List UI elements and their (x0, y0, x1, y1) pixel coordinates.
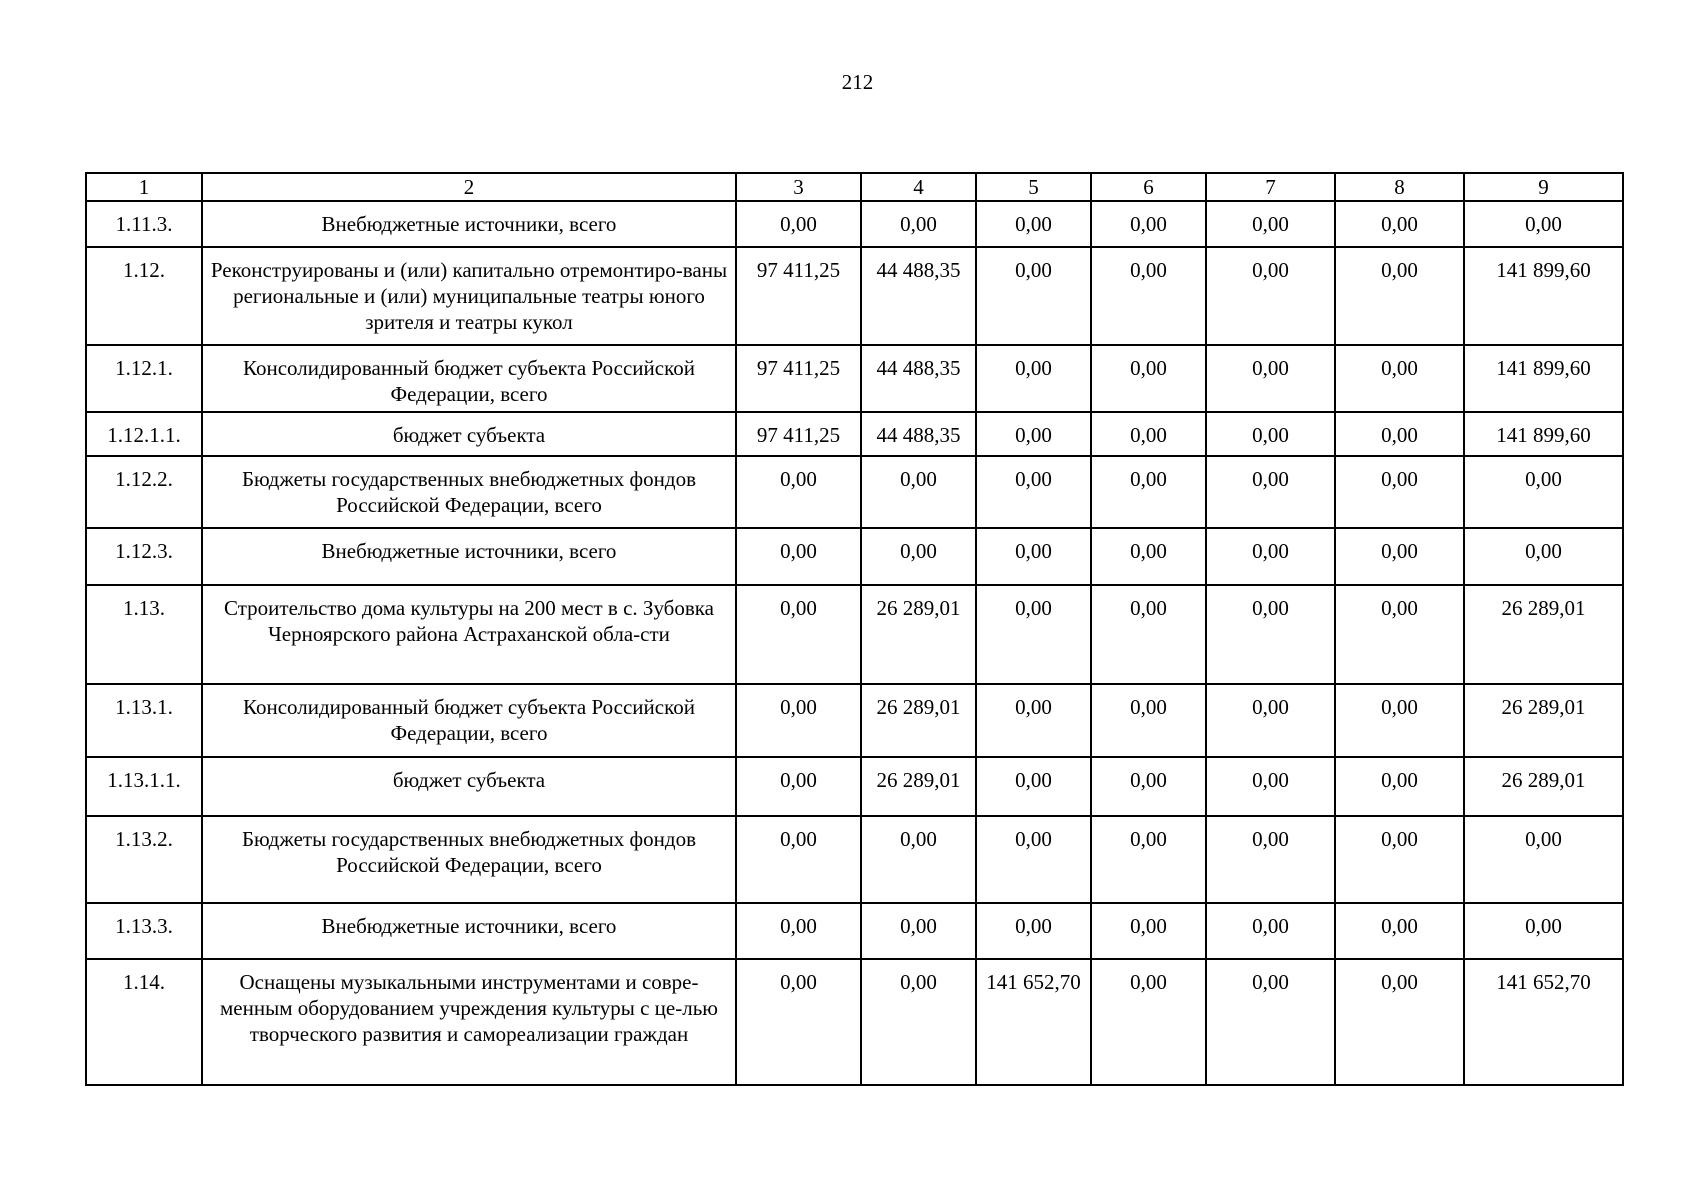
table-cell: 0,00 (1335, 201, 1464, 247)
table-cell: 0,00 (976, 412, 1091, 456)
table-cell: 0,00 (976, 816, 1091, 903)
table-cell: 0,00 (1335, 345, 1464, 412)
table-row (86, 528, 1623, 585)
table-cell: 0,00 (1091, 201, 1206, 247)
table-cell: 26 289,01 (861, 684, 976, 757)
table-cell: 0,00 (976, 684, 1091, 757)
table-cell: 0,00 (1464, 528, 1623, 585)
table-cell: 0,00 (736, 201, 861, 247)
table-cell: Консолидированный бюджет субъекта Российской Федерации, всего (202, 684, 736, 757)
table-cell: 0,00 (1206, 345, 1335, 412)
table-cell: 0,00 (1335, 959, 1464, 1085)
table-cell: 26 289,01 (861, 757, 976, 816)
table-cell: 0,00 (1206, 201, 1335, 247)
page-number: 212 (841, 70, 874, 94)
table-cell: 1.11.3. (86, 201, 202, 247)
table-row (86, 456, 1623, 528)
column-header: 7 (1206, 173, 1335, 201)
budget-table (85, 172, 1624, 1086)
column-header: 8 (1335, 173, 1464, 201)
table-cell: 0,00 (1335, 684, 1464, 757)
table-cell: 141 899,60 (1464, 345, 1623, 412)
table-cell: 0,00 (736, 684, 861, 757)
table-cell: 26 289,01 (1464, 684, 1623, 757)
table-cell: 44 488,35 (861, 247, 976, 345)
table-cell: 1.12.3. (86, 528, 202, 585)
table-row (86, 247, 1623, 345)
column-header: 5 (976, 173, 1091, 201)
table-cell: 141 652,70 (1464, 959, 1623, 1085)
table-cell: 0,00 (1464, 903, 1623, 959)
table-cell: 0,00 (1091, 757, 1206, 816)
table-cell: 44 488,35 (861, 345, 976, 412)
table-cell: 1.13. (86, 585, 202, 684)
table-cell: Консолидированный бюджет субъекта Российской Федерации, всего (202, 345, 736, 412)
table-row (86, 903, 1623, 959)
table-cell: 0,00 (976, 456, 1091, 528)
table-cell: 26 289,01 (1464, 757, 1623, 816)
header-row (86, 173, 1623, 201)
column-header: 1 (86, 173, 202, 201)
table-cell: 0,00 (736, 959, 861, 1085)
column-header: 6 (1091, 173, 1206, 201)
column-header: 4 (861, 173, 976, 201)
table-cell: 0,00 (1335, 456, 1464, 528)
table-cell: 0,00 (976, 528, 1091, 585)
table-cell: 0,00 (1091, 528, 1206, 585)
table-cell: 141 899,60 (1464, 412, 1623, 456)
table-cell: 0,00 (1335, 903, 1464, 959)
table-cell: бюджет субъекта (202, 757, 736, 816)
table-cell: 0,00 (976, 757, 1091, 816)
table-cell: Бюджеты государственных внебюджетных фондов Российской Федерации, всего (202, 456, 736, 528)
table-cell: 0,00 (861, 456, 976, 528)
table-cell: 0,00 (1464, 201, 1623, 247)
table-cell: 26 289,01 (861, 585, 976, 684)
table-cell: 0,00 (1091, 684, 1206, 757)
table-cell: 0,00 (1206, 684, 1335, 757)
table-cell: бюджет субъекта (202, 412, 736, 456)
table-cell: 141 652,70 (976, 959, 1091, 1085)
table-cell: 97 411,25 (736, 247, 861, 345)
table-cell: 0,00 (861, 903, 976, 959)
table-cell: 0,00 (1091, 456, 1206, 528)
table-cell: Внебюджетные источники, всего (202, 201, 736, 247)
table-cell: Строительство дома культуры на 200 мест в с. Зубовка Черноярского района Астраханской обла-сти (202, 585, 736, 684)
table-cell: 0,00 (1091, 412, 1206, 456)
table-cell: Внебюджетные источники, всего (202, 903, 736, 959)
table-cell: 0,00 (1091, 585, 1206, 684)
table-cell: Оснащены музыкальными инструментами и совре-менным оборудованием учреждения культуры с це-лью творческого развития и самореализации граждан (202, 959, 736, 1085)
table-cell: 1.12. (86, 247, 202, 345)
table-row (86, 959, 1623, 1085)
table-cell: 0,00 (1091, 345, 1206, 412)
table-cell: 0,00 (736, 757, 861, 816)
table-cell: 0,00 (1206, 959, 1335, 1085)
table-cell: 1.12.1.1. (86, 412, 202, 456)
table-cell: 97 411,25 (736, 345, 861, 412)
table-row (86, 201, 1623, 247)
table-cell: 1.12.2. (86, 456, 202, 528)
table-cell: 0,00 (736, 816, 861, 903)
table-cell: 97 411,25 (736, 412, 861, 456)
table-cell: 0,00 (1335, 528, 1464, 585)
table-cell: 0,00 (736, 585, 861, 684)
table-cell: 0,00 (1091, 903, 1206, 959)
table-cell: 0,00 (861, 959, 976, 1085)
table-cell: 0,00 (1206, 903, 1335, 959)
table-row (86, 345, 1623, 412)
column-header: 3 (736, 173, 861, 201)
table-cell: 0,00 (1206, 247, 1335, 345)
table-cell: 0,00 (736, 528, 861, 585)
table-cell: 44 488,35 (861, 412, 976, 456)
table-cell: 0,00 (1206, 585, 1335, 684)
table-row (86, 412, 1623, 456)
table-cell: 0,00 (736, 903, 861, 959)
table-cell: 0,00 (1335, 816, 1464, 903)
table-row (86, 684, 1623, 757)
table-cell: 1.13.1.1. (86, 757, 202, 816)
table-cell: 1.13.1. (86, 684, 202, 757)
table-cell: 0,00 (1206, 456, 1335, 528)
table-cell: 0,00 (976, 345, 1091, 412)
table-cell: 0,00 (1091, 247, 1206, 345)
column-header: 2 (202, 173, 736, 201)
table-cell: 0,00 (1206, 816, 1335, 903)
table-cell: 0,00 (1335, 412, 1464, 456)
table-cell: 0,00 (1335, 247, 1464, 345)
table-cell: Реконструированы и (или) капитально отремонтиро-ваны региональные и (или) муниципальные театры юного зрителя и театры кукол (202, 247, 736, 345)
table-row (86, 585, 1623, 684)
table-cell: 0,00 (736, 456, 861, 528)
table-cell: 26 289,01 (1464, 585, 1623, 684)
table-cell: 0,00 (861, 816, 976, 903)
table-cell: 1.14. (86, 959, 202, 1085)
table-cell: 0,00 (1206, 757, 1335, 816)
column-header: 9 (1464, 173, 1623, 201)
table-cell: 1.13.3. (86, 903, 202, 959)
table-cell: Бюджеты государственных внебюджетных фондов Российской Федерации, всего (202, 816, 736, 903)
table-row (86, 816, 1623, 903)
table-cell: 141 899,60 (1464, 247, 1623, 345)
table-cell: 0,00 (976, 247, 1091, 345)
table-cell: 0,00 (1464, 816, 1623, 903)
table-cell: 0,00 (1091, 959, 1206, 1085)
table-cell: 0,00 (1206, 528, 1335, 585)
table-row (86, 757, 1623, 816)
table-cell: 0,00 (1335, 757, 1464, 816)
table-cell: 0,00 (1091, 816, 1206, 903)
table-cell: 0,00 (1335, 585, 1464, 684)
table-cell: 1.12.1. (86, 345, 202, 412)
table-cell: 0,00 (1464, 456, 1623, 528)
table-cell: 1.13.2. (86, 816, 202, 903)
table-cell: 0,00 (976, 585, 1091, 684)
table-cell: 0,00 (861, 528, 976, 585)
table-cell: Внебюджетные источники, всего (202, 528, 736, 585)
table-cell: 0,00 (976, 903, 1091, 959)
table-cell: 0,00 (976, 201, 1091, 247)
table-cell: 0,00 (1206, 412, 1335, 456)
table-cell: 0,00 (861, 201, 976, 247)
